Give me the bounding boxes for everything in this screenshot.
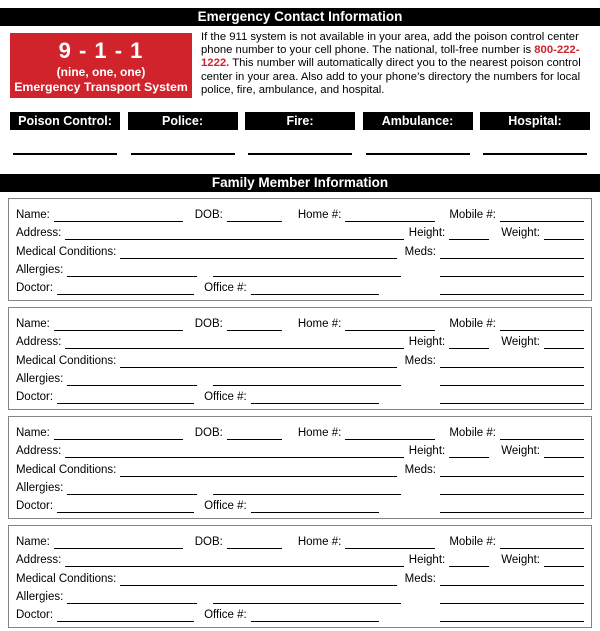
name-label: Name: [16, 427, 50, 440]
medical-conditions-blank-line[interactable] [120, 357, 396, 368]
member-row-allergies [16, 586, 584, 604]
member-row-name [16, 422, 584, 440]
address-blank-line[interactable] [65, 447, 403, 458]
member-row-address [16, 222, 584, 240]
dob-label: DOB: [194, 318, 223, 331]
ambulance-blank-line[interactable] [366, 152, 470, 155]
member-row-doctor [16, 386, 584, 404]
name-blank-line[interactable] [54, 538, 183, 549]
name-label: Name: [16, 209, 50, 222]
height-label: Height: [408, 336, 446, 349]
member-row-medical [16, 240, 584, 258]
family-member-block [8, 525, 592, 628]
meds-continued-blank-line[interactable] [440, 593, 584, 604]
family-member-block [8, 416, 592, 519]
family-member-block [8, 198, 592, 301]
address-blank-line[interactable] [65, 229, 403, 240]
home-phone-label: Home #: [297, 209, 342, 222]
address-label: Address: [16, 227, 62, 240]
emergency-contact-header-bar: Emergency Contact Information [0, 8, 600, 26]
meds-continued-blank-line-2[interactable] [440, 502, 584, 513]
medical-conditions-blank-line[interactable] [120, 466, 396, 477]
meds-label: Meds: [404, 354, 436, 367]
allergies-label: Allergies: [16, 372, 64, 385]
doctor-label: Doctor: [16, 608, 54, 621]
home-phone-blank-line[interactable] [345, 320, 435, 331]
meds-blank-line[interactable] [440, 248, 584, 259]
office-phone-label: Office #: [204, 608, 247, 621]
allergies-blank-line[interactable] [67, 375, 197, 386]
mobile-phone-blank-line[interactable] [500, 211, 584, 222]
mobile-phone-label: Mobile #: [449, 318, 496, 331]
instructions-paragraph [201, 31, 582, 98]
dob-blank-line[interactable] [227, 320, 282, 331]
mobile-phone-label: Mobile #: [449, 536, 496, 549]
contact-blanks-row [13, 152, 587, 155]
meds-label: Meds: [404, 245, 436, 258]
member-row-allergies [16, 259, 584, 277]
emergency-911-box [10, 33, 192, 98]
allergies-continued-blank-line[interactable] [213, 375, 401, 386]
member-row-name [16, 531, 584, 549]
allergies-blank-line[interactable] [67, 484, 197, 495]
allergies-continued-blank-line[interactable] [213, 484, 401, 495]
office-phone-label: Office #: [204, 281, 247, 294]
weight-label: Weight: [501, 445, 540, 458]
mobile-phone-blank-line[interactable] [500, 538, 584, 549]
office-phone-blank-line[interactable] [251, 393, 379, 404]
height-blank-line[interactable] [449, 338, 489, 349]
dob-blank-line[interactable] [227, 429, 282, 440]
contact-label-fire: Fire: [245, 112, 355, 130]
office-phone-blank-line[interactable] [251, 611, 379, 622]
height-label: Height: [408, 445, 446, 458]
allergies-continued-blank-line[interactable] [213, 593, 401, 604]
name-label: Name: [16, 536, 50, 549]
address-label: Address: [16, 336, 62, 349]
member-row-address [16, 549, 584, 567]
meds-label: Meds: [404, 572, 436, 585]
member-row-address [16, 440, 584, 458]
weight-label: Weight: [501, 336, 540, 349]
doctor-label: Doctor: [16, 499, 54, 512]
meds-continued-blank-line[interactable] [440, 266, 584, 277]
member-row-allergies [16, 368, 584, 386]
address-label: Address: [16, 445, 62, 458]
office-phone-blank-line[interactable] [251, 284, 379, 295]
hospital-blank-line[interactable] [483, 152, 587, 155]
home-phone-label: Home #: [297, 318, 342, 331]
fire-blank-line[interactable] [248, 152, 352, 155]
police-blank-line[interactable] [131, 152, 235, 155]
instructions-text-after: This number will automatically direct you to the nearest poison control center in your area. Also add to your phone’s directory the numbers for local police, fire, ambulance, and hospital. [201, 57, 581, 96]
doctor-blank-line[interactable] [57, 611, 194, 622]
dob-label: DOB: [194, 536, 223, 549]
meds-continued-blank-line-2[interactable] [440, 393, 584, 404]
family-members-list [0, 198, 600, 628]
medical-conditions-blank-line[interactable] [120, 248, 396, 259]
dob-blank-line[interactable] [227, 211, 282, 222]
contact-label-poison-control: Poison Control: [10, 112, 120, 130]
home-phone-label: Home #: [297, 427, 342, 440]
dob-label: DOB: [194, 209, 223, 222]
doctor-blank-line[interactable] [57, 284, 194, 295]
contact-label-ambulance: Ambulance: [363, 112, 473, 130]
medical-conditions-label: Medical Conditions: [16, 463, 117, 476]
medical-conditions-label: Medical Conditions: [16, 354, 117, 367]
member-row-address [16, 331, 584, 349]
address-blank-line[interactable] [65, 338, 403, 349]
name-blank-line[interactable] [54, 429, 183, 440]
office-phone-label: Office #: [204, 499, 247, 512]
contact-label-police: Police: [128, 112, 238, 130]
meds-blank-line[interactable] [440, 466, 584, 477]
mobile-phone-label: Mobile #: [449, 427, 496, 440]
medical-conditions-label: Medical Conditions: [16, 245, 117, 258]
meds-continued-blank-line-2[interactable] [440, 284, 584, 295]
height-blank-line[interactable] [449, 556, 489, 567]
weight-blank-line[interactable] [544, 338, 584, 349]
home-phone-blank-line[interactable] [345, 538, 435, 549]
allergies-blank-line[interactable] [67, 593, 197, 604]
height-blank-line[interactable] [449, 447, 489, 458]
doctor-blank-line[interactable] [57, 393, 194, 404]
allergies-continued-blank-line[interactable] [213, 266, 401, 277]
name-blank-line[interactable] [54, 211, 183, 222]
weight-blank-line[interactable] [544, 556, 584, 567]
medical-conditions-blank-line[interactable] [120, 575, 396, 586]
doctor-label: Doctor: [16, 281, 54, 294]
name-label: Name: [16, 318, 50, 331]
height-blank-line[interactable] [449, 229, 489, 240]
member-row-doctor [16, 277, 584, 295]
weight-label: Weight: [501, 554, 540, 567]
height-label: Height: [408, 227, 446, 240]
allergies-blank-line[interactable] [67, 266, 197, 277]
mobile-phone-blank-line[interactable] [500, 320, 584, 331]
name-blank-line[interactable] [54, 320, 183, 331]
dob-label: DOB: [194, 427, 223, 440]
meds-continued-blank-line-2[interactable] [440, 611, 584, 622]
member-row-doctor [16, 495, 584, 513]
address-blank-line[interactable] [65, 556, 403, 567]
family-member-header-bar: Family Member Information [0, 174, 600, 192]
office-phone-label: Office #: [204, 390, 247, 403]
dob-blank-line[interactable] [227, 538, 282, 549]
doctor-label: Doctor: [16, 390, 54, 403]
emergency-transport-caption: Emergency Transport System [14, 80, 188, 94]
member-row-name [16, 313, 584, 331]
home-phone-label: Home #: [297, 536, 342, 549]
doctor-blank-line[interactable] [57, 502, 194, 513]
allergies-label: Allergies: [16, 481, 64, 494]
contact-label-hospital: Hospital: [480, 112, 590, 130]
office-phone-blank-line[interactable] [251, 502, 379, 513]
member-row-medical [16, 458, 584, 476]
weight-label: Weight: [501, 227, 540, 240]
home-phone-blank-line[interactable] [345, 429, 435, 440]
poison-control-phone-number: 800-222-1222. [201, 44, 580, 70]
meds-continued-blank-line[interactable] [440, 484, 584, 495]
address-label: Address: [16, 554, 62, 567]
meds-blank-line[interactable] [440, 575, 584, 586]
home-phone-blank-line[interactable] [345, 211, 435, 222]
emergency-number-phonetic: (nine, one, one) [56, 65, 146, 79]
member-row-doctor [16, 604, 584, 622]
weight-blank-line[interactable] [544, 447, 584, 458]
medical-conditions-label: Medical Conditions: [16, 572, 117, 585]
member-row-name [16, 204, 584, 222]
height-label: Height: [408, 554, 446, 567]
member-row-medical [16, 567, 584, 585]
allergies-label: Allergies: [16, 590, 64, 603]
weight-blank-line[interactable] [544, 229, 584, 240]
member-row-medical [16, 349, 584, 367]
meds-blank-line[interactable] [440, 357, 584, 368]
allergies-label: Allergies: [16, 263, 64, 276]
emergency-number: 9 - 1 - 1 [58, 38, 144, 63]
mobile-phone-label: Mobile #: [449, 209, 496, 222]
meds-label: Meds: [404, 463, 436, 476]
meds-continued-blank-line[interactable] [440, 375, 584, 386]
mobile-phone-blank-line[interactable] [500, 429, 584, 440]
family-member-block [8, 307, 592, 410]
contact-labels-row [10, 112, 590, 130]
instructions-text-before: If the 911 system is not available in your area, add the poison control center phone number to your cell phone. The national, toll-free number is [201, 31, 579, 57]
intro-section [10, 33, 590, 98]
member-row-allergies [16, 477, 584, 495]
poison-control-blank-line[interactable] [13, 152, 117, 155]
